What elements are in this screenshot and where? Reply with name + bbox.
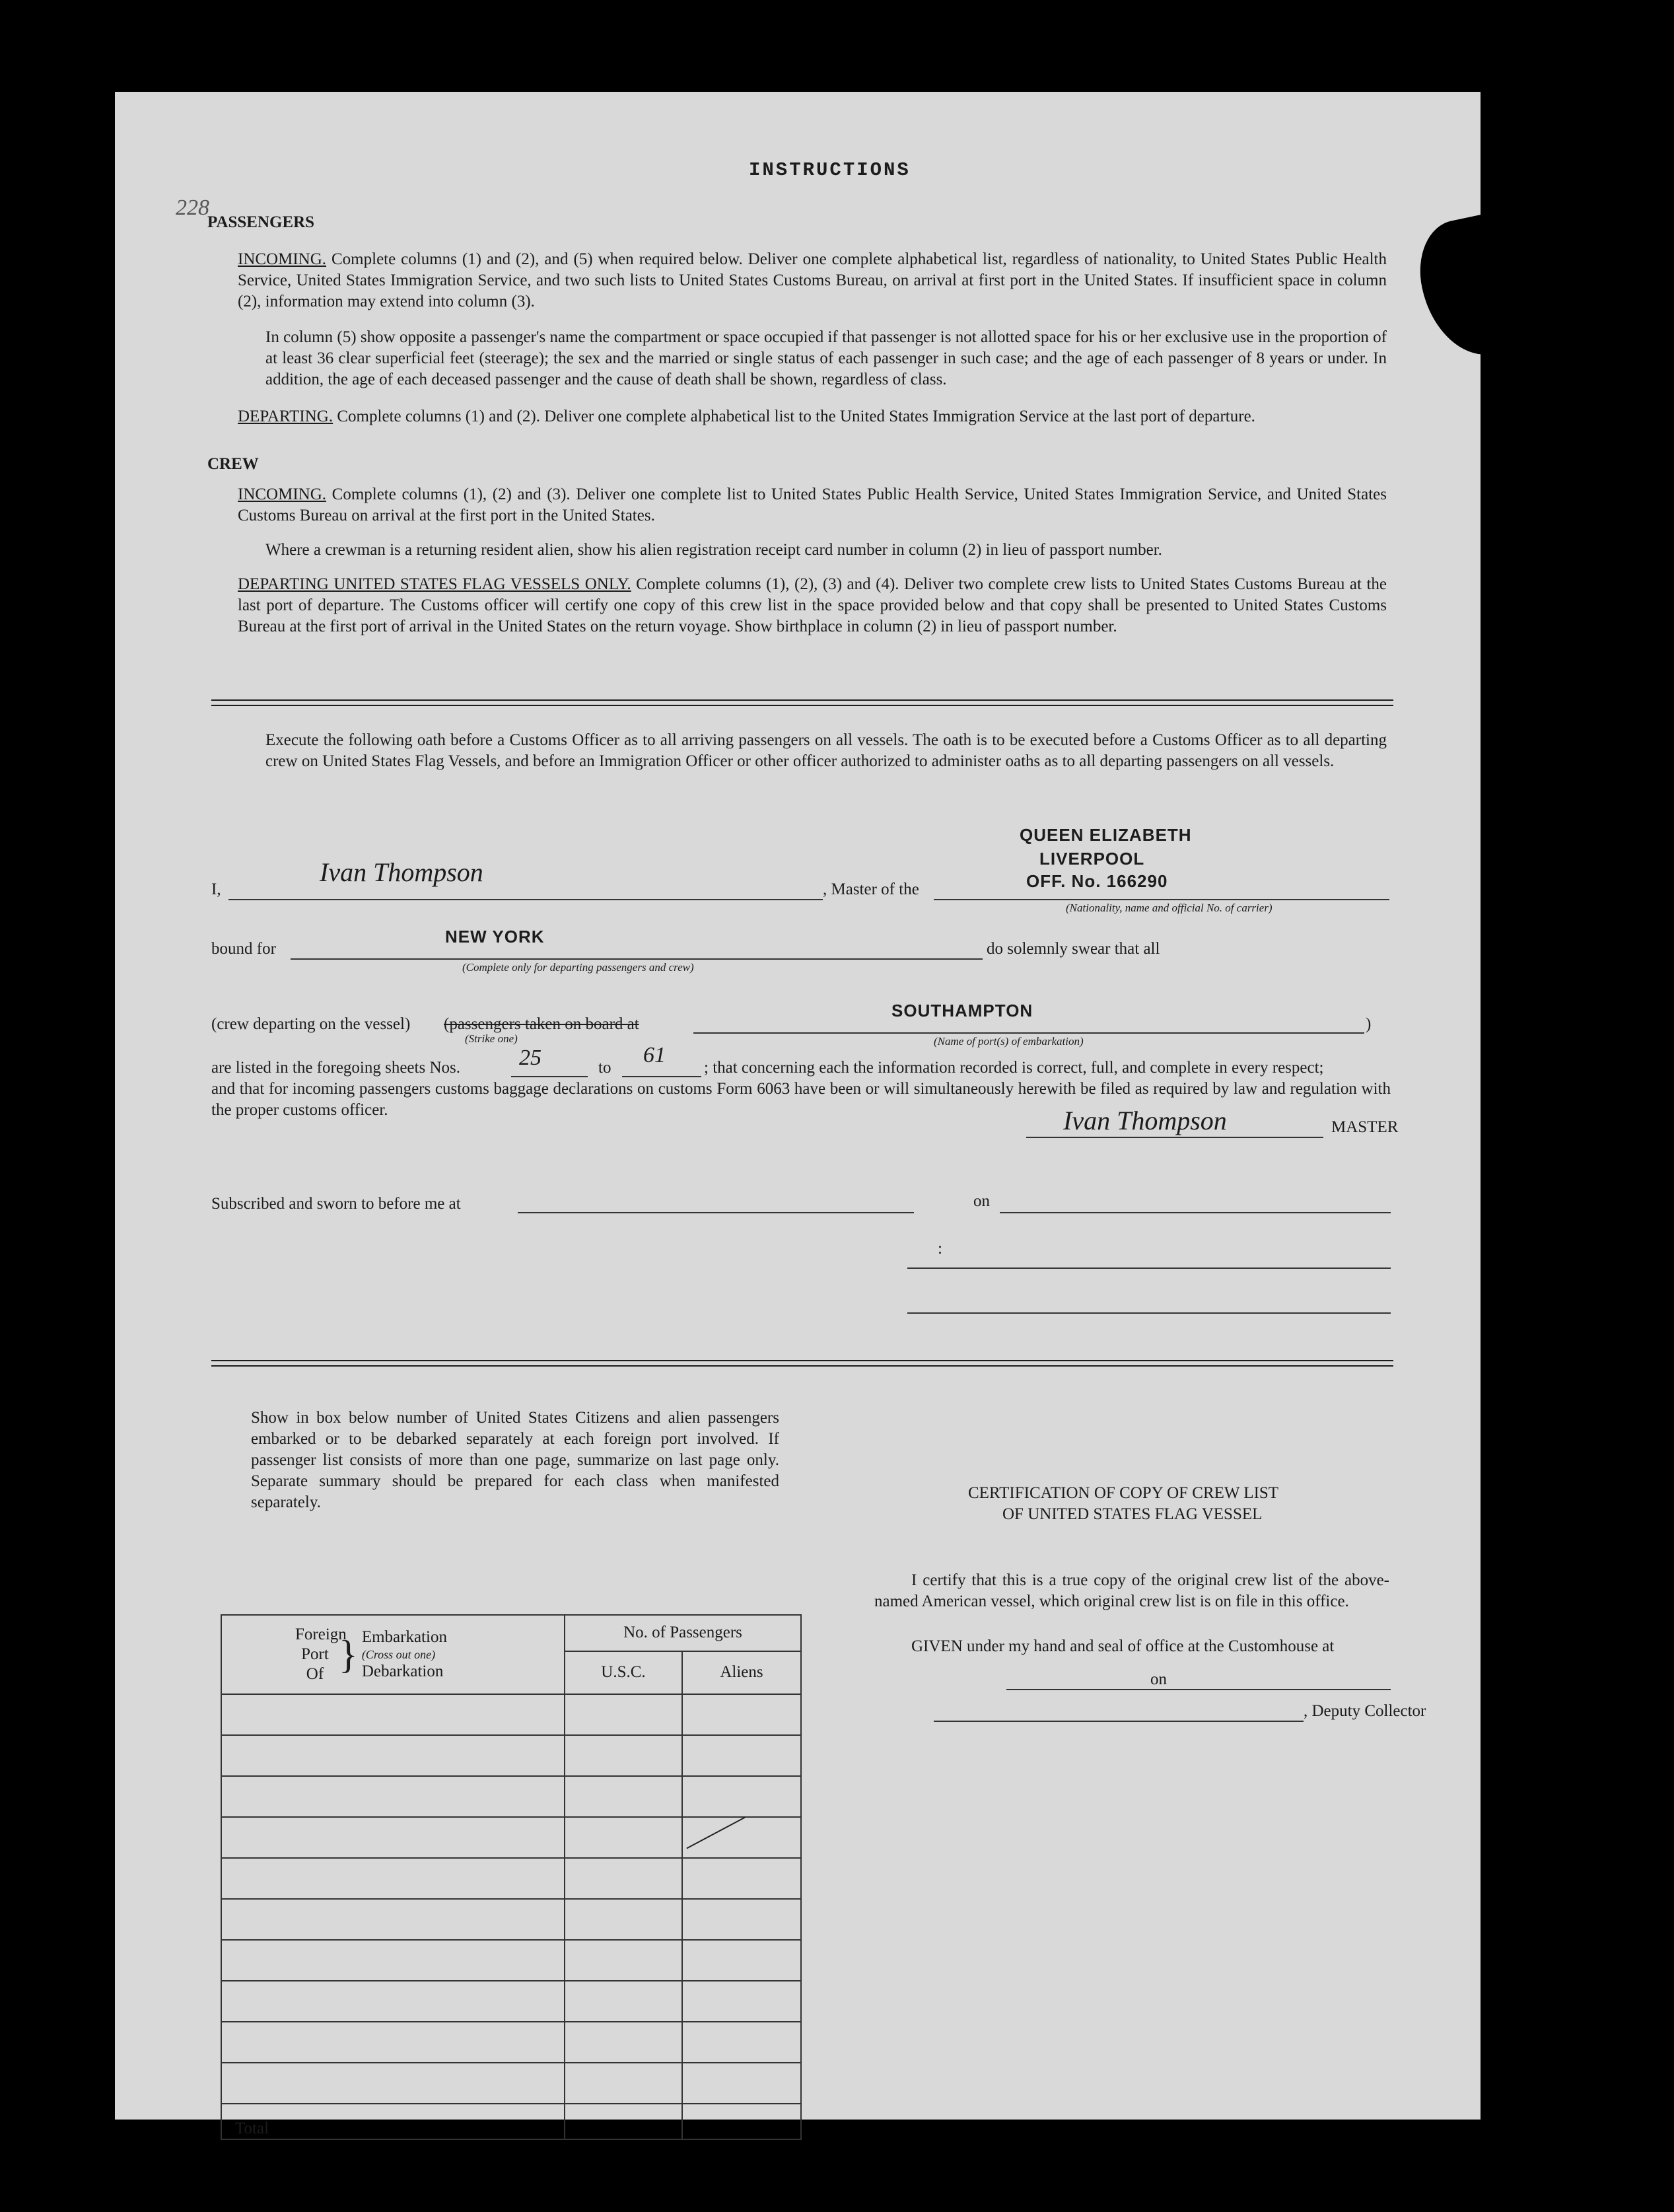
master-signature: Ivan Thompson [1063,1106,1227,1135]
summary-row [221,1735,801,1776]
embarkation-header: Embarkation [361,1628,447,1646]
summary-instructions: Show in box below number of United States Citizens and alien passengers embarked or to be debarked separately at each foreign port involved. If passenger list consists of more than one page, summarize on last page only. Separate summary should be prepared for each class when manifested separately. [251,1409,779,1511]
baggage-text: and that for incoming passengers customs baggage declarations on customs Form 6063 have been or will simultaneously herewith be filed as required by law and regulation with the proper customs officer. [211,1080,1391,1119]
officer-line-2 [907,1312,1391,1314]
oath-intro-paragraph: Execute the following oath before a Customs Officer as to all arriving passengers on all vessels. The oath is to be executed before a Customs Officer as to all departing crew on United States Flag Vessels, and before an Immigration Officer or other officer authorized to administer oaths as to all departing passengers on all vessels. [265,731,1387,770]
aliens-header: Aliens [682,1651,801,1694]
certification-on-label: on [1150,1670,1167,1688]
sheets-text: ; that concerning each the information recorded is correct, full, and complete in every respect; [704,1059,1324,1077]
certification-text: I certify that this is a true copy of the original crew list of the above-named American vessel, which original crew list is on file in this office. [874,1571,1389,1610]
master-signature-top: Ivan Thompson [320,857,483,887]
summary-row [221,1940,801,1981]
brace-icon: } [339,1633,358,1676]
master-signature-line [1026,1137,1323,1138]
sheet-to-number: 61 [643,1043,666,1067]
bound-for-line [291,958,983,960]
foreign-port-header: Foreign Port Of [295,1625,347,1683]
certification-title-1: CERTIFICATION OF COPY OF CREW LIST [968,1484,1279,1502]
divider-top-2 [211,705,1393,706]
summary-row [221,2063,801,2104]
bound-for-caption: (Complete only for departing passengers and crew) [462,961,694,974]
passengers-count-header: No. of Passengers [565,1615,801,1651]
debarkation-header: Debarkation [361,1662,444,1680]
passengers-departing-text: Complete columns (1) and (2). Deliver one complete alphabetical list to the United States Immigration Service at the last port of departure. [337,408,1255,425]
crew-departing-label: DEPARTING UNITED STATES FLAG VESSELS ONLY. [238,575,631,593]
summary-row [221,1899,801,1940]
port-of-embarkation: SOUTHAMPTON [891,1001,1033,1020]
usc-header: U.S.C. [565,1651,682,1694]
subscribed-on-label: on [973,1192,990,1210]
subscribed-date-line [1000,1212,1391,1213]
summary-row [221,1981,801,2022]
port-line [693,1032,1364,1034]
bound-for-value: NEW YORK [445,927,545,946]
crew-departing-text: (crew departing on the vessel) [211,1015,411,1033]
passengers-struck-text: (passengers taken on board at [444,1015,639,1033]
master-name-line [228,899,823,900]
vessel-caption: (Nationality, name and official No. of carrier) [1066,902,1273,914]
master-of-label: , Master of the [823,880,919,898]
divider-top-1 [211,699,1393,701]
crew-list-instruction-page [115,92,1481,2137]
crew-incoming-paragraph [238,484,1387,526]
passenger-summary-table [221,1614,802,2140]
vessel-name: QUEEN ELIZABETH [1020,825,1192,845]
vessel-line [934,899,1389,900]
passengers-departing-label: DEPARTING. [238,408,333,425]
summary-row [221,1858,801,1899]
summary-row [221,1776,801,1817]
vessel-port: LIVERPOOL [1039,849,1145,869]
close-paren: ) [1366,1015,1372,1033]
bound-for-label: bound for [211,940,276,958]
passengers-incoming-label: INCOMING. [238,250,327,268]
summary-total-row [221,2104,801,2139]
crew-departing-paragraph [238,574,1387,637]
passengers-incoming-text: Complete columns (1) and (2), and (5) when required below. Deliver one complete alphabetical list, regardless of nationality, to United States Public Health Service, United States Immigration Service, and two such lists to United States Customs Bureau, on arrival at first port in the United States. If insufficient space in column (2), information may extend into column (3). [238,250,1387,310]
passengers-departing-paragraph [238,406,1387,427]
passengers-heading: PASSENGERS [207,213,315,231]
port-header-cell [221,1615,565,1694]
oath-i-label: I, [211,880,221,898]
port-caption: (Name of port(s) of embarkation) [934,1035,1084,1048]
sheets-label: are listed in the foregoing sheets Nos. [211,1059,460,1077]
certification-date-line [1178,1689,1391,1690]
sheet-from-number: 25 [519,1046,541,1070]
certification-title-2: OF UNITED STATES FLAG VESSEL [1002,1505,1263,1523]
strike-caption: (Strike one) [465,1032,518,1045]
passengers-incoming-paragraph [238,249,1387,312]
officer-line-1 [907,1267,1391,1269]
to-label: to [598,1059,611,1077]
subscribed-label: Subscribed and sworn to before me at [211,1195,461,1213]
vessel-official-number: OFF. No. 166290 [1026,871,1168,891]
crew-departing-text: Complete columns (1), (2), (3) and (4). Deliver two complete crew lists to United States Customs Bureau at the last port of departure. The Customs officer will certify one copy of this crew list in the space provided below and that copy shall be presented to United States Customs Bureau at the first port of arrival in the United States on the return voyage. Show birthplace in column (2) in lieu of passport number. [238,575,1387,635]
summary-row [221,1817,801,1858]
cross-out-caption: (Cross out one) [361,1648,436,1661]
divider-middle-1 [211,1360,1393,1361]
crew-heading: CREW [207,455,259,473]
divider-middle-2 [211,1365,1393,1367]
master-label: MASTER [1331,1118,1399,1136]
officer-colon: : [938,1240,942,1258]
deputy-collector-label: , Deputy Collector [1304,1702,1426,1720]
crew-incoming-label: INCOMING. [238,485,327,503]
total-label: Total [221,2104,565,2139]
deputy-collector-line [934,1721,1304,1722]
handwritten-note: 228 [176,196,209,220]
page-title: INSTRUCTIONS [749,159,911,181]
sheet-from-line [511,1076,588,1077]
crew-incoming-text: Complete columns (1), (2) and (3). Deliver one complete list to United States Public Health Service, United States Immigration Service, and United States Customs Bureau on arrival at the first port in the United States. [238,485,1387,524]
crew-returning-paragraph: Where a crewman is a returning resident alien, show his alien registration receipt card number in column (2) in lieu of passport number. [265,541,1162,559]
sheet-to-line [622,1076,701,1077]
summary-row [221,2022,801,2063]
certification-given-text: GIVEN under my hand and seal of office at the Customhouse at [911,1637,1335,1655]
subscribed-place-line [518,1212,914,1213]
summary-row [221,1694,801,1735]
passengers-column5-paragraph: In column (5) show opposite a passenger's name the compartment or space occupied if that passenger is not allotted space for his or her exclusive use in the proportion of at least 36 clear superficial feet (steerage); the sex and the married or single status of each passenger in such case; and the age of each passenger of 8 years or under. In addition, the age of each deceased passenger and the cause of death shall be shown, regardless of class. [265,328,1387,388]
swear-text: do solemnly swear that all [987,940,1160,958]
